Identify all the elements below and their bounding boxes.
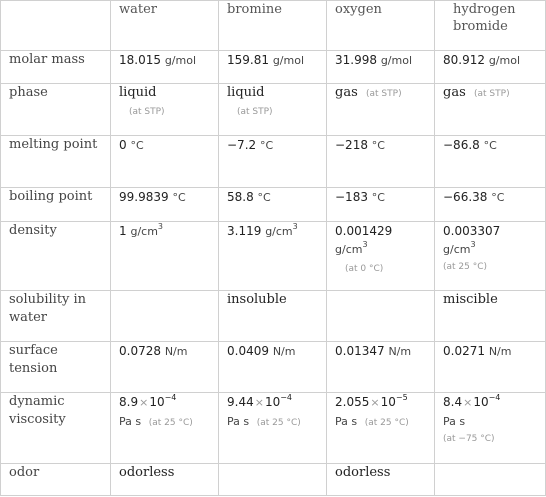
phase-value: liquid bbox=[227, 85, 265, 100]
unit: Pa s bbox=[335, 415, 358, 428]
unit bbox=[335, 240, 368, 256]
header-row bbox=[1, 1, 546, 51]
cell-density-hydrogen-bromide bbox=[435, 222, 546, 291]
unit-text: g/cm bbox=[130, 225, 158, 238]
cell-boiling-hydrogen-bromide bbox=[435, 188, 546, 222]
value: −66.38 bbox=[443, 190, 488, 204]
cell-molar-mass-water bbox=[111, 51, 219, 84]
condition-note: (at STP) bbox=[366, 89, 402, 99]
cell-phase-hydrogen-bromide bbox=[435, 84, 546, 136]
cell-boiling-water bbox=[111, 188, 219, 222]
cell-molar-mass-hydrogen-bromide bbox=[435, 51, 546, 84]
col-header-bromine: bromine bbox=[219, 1, 327, 51]
times-sign: × bbox=[139, 396, 149, 409]
row-label-melting-point: melting point bbox=[1, 136, 111, 188]
cell-solubility-water bbox=[111, 291, 219, 342]
condition-note: (at STP) bbox=[129, 107, 165, 117]
cell-melting-oxygen bbox=[327, 136, 435, 188]
cell-surface-hydrogen-bromide bbox=[435, 342, 546, 393]
value: 1 bbox=[119, 224, 127, 238]
unit: N/m bbox=[488, 345, 512, 358]
unit: N/m bbox=[388, 345, 412, 358]
mantissa: 2.055 bbox=[335, 395, 370, 409]
cell-density-bromine bbox=[219, 222, 327, 291]
phase-value: gas bbox=[443, 85, 466, 100]
value: 0.001429 bbox=[335, 224, 393, 238]
condition-note: (at 0 °C) bbox=[345, 264, 384, 274]
value: 0.0271 bbox=[443, 344, 485, 358]
cell-surface-bromine bbox=[219, 342, 327, 393]
unit: °C bbox=[371, 139, 385, 152]
row-density bbox=[1, 222, 546, 291]
cell-molar-mass-oxygen bbox=[327, 51, 435, 84]
condition-note: (at 25 °C) bbox=[148, 418, 193, 428]
condition-note: (at −75 °C) bbox=[443, 434, 495, 444]
unit: g/mol bbox=[164, 54, 197, 67]
cell-density-water bbox=[111, 222, 219, 291]
cell-melting-bromine bbox=[219, 136, 327, 188]
unit: °C bbox=[483, 139, 497, 152]
condition-note: (at STP) bbox=[237, 107, 273, 117]
value: 3.119 bbox=[227, 224, 262, 238]
row-odor bbox=[1, 464, 546, 496]
mantissa: 8.4 bbox=[443, 395, 463, 409]
row-melting-point bbox=[1, 136, 546, 188]
base: 10 bbox=[149, 395, 165, 409]
base: 10 bbox=[473, 395, 489, 409]
cell-solubility-oxygen bbox=[327, 291, 435, 342]
cell-solubility-hydrogen-bromide: miscible bbox=[435, 291, 546, 342]
unit-exponent: 3 bbox=[362, 240, 368, 249]
cell-phase-oxygen bbox=[327, 84, 435, 136]
cell-viscosity-water bbox=[111, 393, 219, 464]
value: 0 bbox=[119, 138, 127, 152]
cell-surface-water bbox=[111, 342, 219, 393]
row-label-phase: phase bbox=[1, 84, 111, 136]
unit: Pa s bbox=[227, 415, 250, 428]
value: 80.912 bbox=[443, 53, 485, 67]
unit: °C bbox=[257, 191, 271, 204]
value: −7.2 bbox=[227, 138, 257, 152]
unit-exponent: 3 bbox=[470, 240, 476, 249]
unit: °C bbox=[172, 191, 186, 204]
unit: g/mol bbox=[380, 54, 413, 67]
value: 31.998 bbox=[335, 53, 377, 67]
row-label-odor: odor bbox=[1, 464, 111, 496]
cell-odor-bromine bbox=[219, 464, 327, 496]
unit: Pa s bbox=[443, 415, 466, 428]
cell-viscosity-hydrogen-bromide bbox=[435, 393, 546, 464]
times-sign: × bbox=[370, 396, 380, 409]
cell-odor-water: odorless bbox=[111, 464, 219, 496]
mantissa: 8.9 bbox=[119, 395, 139, 409]
row-label-solubility: solubility in water bbox=[1, 291, 111, 342]
cell-boiling-oxygen bbox=[327, 188, 435, 222]
unit-exponent: 3 bbox=[292, 222, 298, 231]
condition-note: (at 25 °C) bbox=[443, 262, 488, 272]
col-header-hydrogen-bromide: hydrogen bromide bbox=[435, 1, 546, 51]
row-label-dynamic-viscosity: dynamic viscosity bbox=[1, 393, 111, 464]
unit: °C bbox=[491, 191, 505, 204]
unit-exponent: 3 bbox=[157, 222, 164, 231]
mantissa: 9.44 bbox=[227, 395, 254, 409]
cell-surface-oxygen bbox=[327, 342, 435, 393]
unit-text: g/cm bbox=[443, 243, 471, 256]
cell-melting-water bbox=[111, 136, 219, 188]
value: −86.8 bbox=[443, 138, 480, 152]
unit bbox=[265, 222, 298, 238]
row-boiling-point bbox=[1, 188, 546, 222]
value: 0.003307 bbox=[443, 224, 501, 238]
phase-value: liquid bbox=[119, 85, 157, 100]
cell-boiling-bromine bbox=[219, 188, 327, 222]
unit: g/mol bbox=[272, 54, 305, 67]
row-label-density: density bbox=[1, 222, 111, 291]
row-label-boiling-point: boiling point bbox=[1, 188, 111, 222]
condition-note: (at STP) bbox=[474, 89, 510, 99]
cell-viscosity-oxygen bbox=[327, 393, 435, 464]
unit: °C bbox=[259, 139, 274, 152]
cell-phase-bromine bbox=[219, 84, 327, 136]
times-sign: × bbox=[463, 396, 473, 409]
value: −183 bbox=[335, 190, 368, 204]
phase-value: gas bbox=[335, 85, 358, 100]
cell-odor-hydrogen-bromide bbox=[435, 464, 546, 496]
unit: Pa s bbox=[119, 415, 142, 428]
row-label-surface-tension: surface tension bbox=[1, 342, 111, 393]
base: 10 bbox=[264, 395, 281, 409]
cell-molar-mass-bromine bbox=[219, 51, 327, 84]
unit: °C bbox=[371, 191, 385, 204]
row-solubility bbox=[1, 291, 546, 342]
col-header-water: water bbox=[111, 1, 219, 51]
exponent: −4 bbox=[488, 393, 501, 402]
unit bbox=[443, 240, 476, 256]
unit: N/m bbox=[164, 345, 188, 358]
value: 0.01347 bbox=[335, 344, 385, 358]
col-header-oxygen: oxygen bbox=[327, 1, 435, 51]
unit: °C bbox=[130, 139, 144, 152]
times-sign: × bbox=[254, 396, 264, 409]
cell-solubility-bromine: insoluble bbox=[219, 291, 327, 342]
unit: g/mol bbox=[488, 54, 521, 67]
row-phase bbox=[1, 84, 546, 136]
unit bbox=[130, 222, 164, 238]
value: 99.9839 bbox=[119, 190, 169, 204]
value: −218 bbox=[335, 138, 368, 152]
row-label-molar-mass: molar mass bbox=[1, 51, 111, 84]
row-molar-mass bbox=[1, 51, 546, 84]
cell-density-oxygen bbox=[327, 222, 435, 291]
value: 0.0409 bbox=[227, 344, 269, 358]
cell-melting-hydrogen-bromide bbox=[435, 136, 546, 188]
base: 10 bbox=[380, 395, 396, 409]
value: 18.015 bbox=[119, 53, 161, 67]
condition-note: (at 25 °C) bbox=[256, 418, 301, 428]
unit-text: g/cm bbox=[335, 243, 363, 256]
exponent: −4 bbox=[280, 393, 293, 402]
value: 159.81 bbox=[227, 53, 269, 67]
corner-cell bbox=[1, 1, 111, 51]
cell-odor-oxygen: odorless bbox=[327, 464, 435, 496]
value: 0.0728 bbox=[119, 344, 161, 358]
cell-viscosity-bromine bbox=[219, 393, 327, 464]
exponent: −5 bbox=[395, 393, 408, 402]
cell-phase-water bbox=[111, 84, 219, 136]
value: 58.8 bbox=[227, 190, 254, 204]
unit-text: g/cm bbox=[265, 225, 293, 238]
unit: N/m bbox=[272, 345, 296, 358]
exponent: −4 bbox=[164, 393, 177, 402]
condition-note: (at 25 °C) bbox=[364, 418, 409, 428]
row-surface-tension bbox=[1, 342, 546, 393]
row-dynamic-viscosity bbox=[1, 393, 546, 464]
